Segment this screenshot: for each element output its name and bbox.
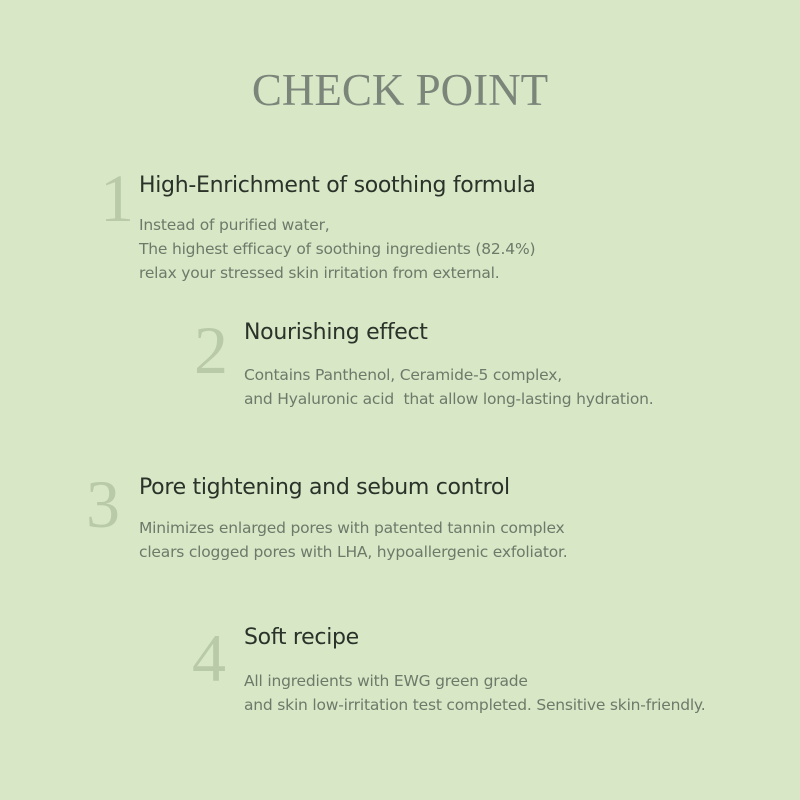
point-2-line-2: and Hyaluronic acid that allow long-lasting hydration. xyxy=(244,390,654,408)
point-3-heading: Pore tightening and sebum control xyxy=(139,475,510,500)
numeral-1: 1 xyxy=(100,160,134,236)
point-3-line-2: clears clogged pores with LHA, hypoallergenic exfoliator. xyxy=(139,543,568,561)
point-2-heading: Nourishing effect xyxy=(244,320,428,345)
point-1-line-3: relax your stressed skin irritation from external. xyxy=(139,264,500,282)
point-1-line-1: Instead of purified water, xyxy=(139,216,330,234)
point-1-heading: High-Enrichment of soothing formula xyxy=(139,173,536,198)
page-title: CHECK POINT xyxy=(251,65,549,115)
numeral-2: 2 xyxy=(194,312,228,388)
point-2-line-1: Contains Panthenol, Ceramide-5 complex, xyxy=(244,366,562,384)
point-4-line-1: All ingredients with EWG green grade xyxy=(244,672,528,690)
point-4-heading: Soft recipe xyxy=(244,625,359,650)
numeral-3: 3 xyxy=(86,466,120,542)
point-4-line-2: and skin low-irritation test completed. Sensitive skin-friendly. xyxy=(244,696,706,714)
point-3-line-1: Minimizes enlarged pores with patented tannin complex xyxy=(139,519,565,537)
point-1-line-2: The highest efficacy of soothing ingredients (82.4%) xyxy=(139,240,536,258)
numeral-4: 4 xyxy=(192,620,226,696)
